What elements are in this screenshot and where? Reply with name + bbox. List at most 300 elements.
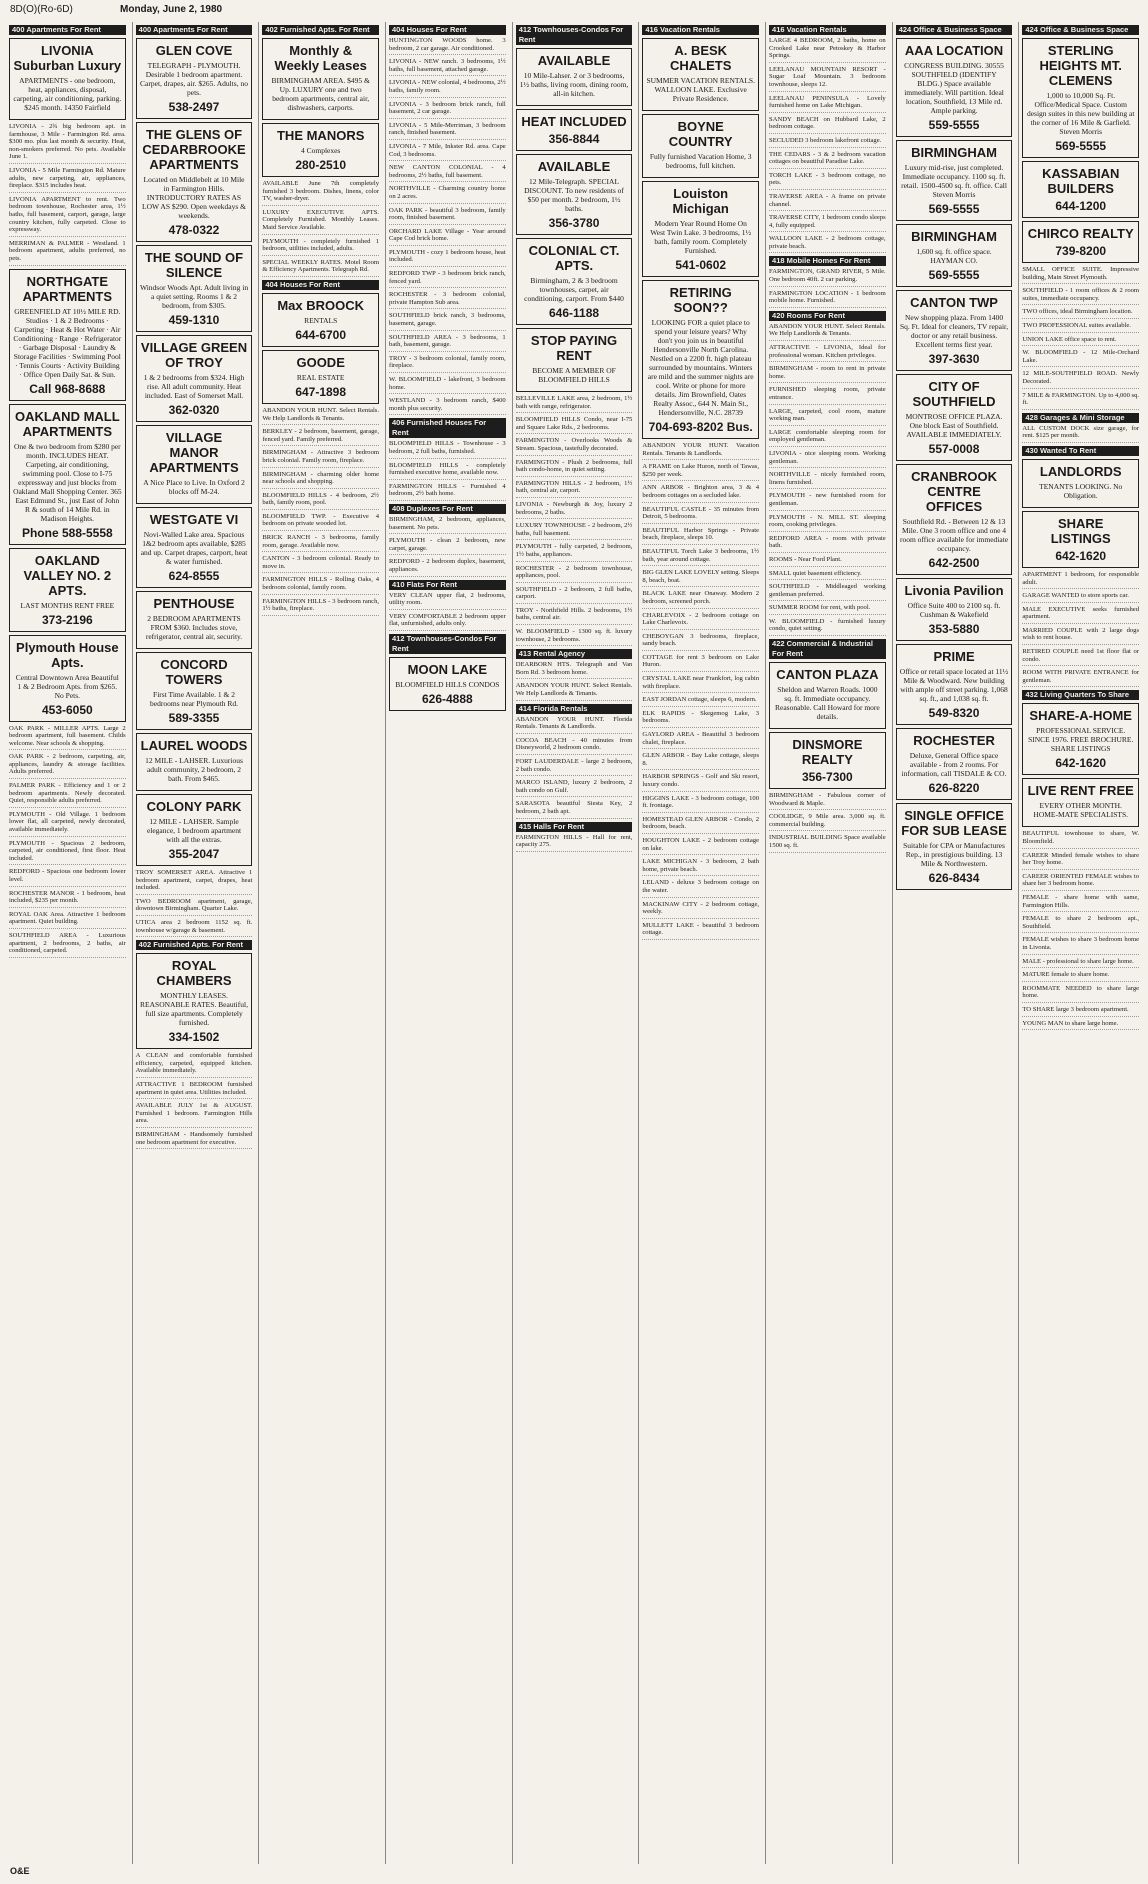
listing-text: ATTRACTIVE - LIVONIA, Ideal for professional woman. Kitchen privileges. (769, 344, 886, 362)
listing-text: LUXURY EXECUTIVE APTS. Completely Furnished. Monthly Leases. Maid Service Available. (262, 209, 379, 235)
listing-text: FURNISHED sleeping room, private entrance. (769, 386, 886, 404)
display-ad (642, 181, 759, 277)
listing-text: LIVONIA - 5 Mile Farmington Rd. Mature adults, new carpeting, air, appliances, fireplace. $315 includes heat. (9, 167, 126, 193)
ad-phone: 478-0322 (168, 223, 220, 237)
classified-column (258, 22, 382, 1864)
listing-text: TO SHARE large 3 bedroom apartment. (1022, 1006, 1139, 1017)
listing-text: PLYMOUTH - fully carpeted, 2 bedroom, 1½ baths, appliances. (516, 543, 633, 561)
display-ad (1022, 511, 1139, 568)
display-ad (896, 578, 1013, 641)
listing-text: ROOMS - Near Ford Plant. (769, 556, 886, 567)
section-heading: 424 Office & Business Space (896, 25, 1013, 35)
section-heading: 412 Townhouses-Condos For Rent (389, 634, 506, 654)
listing-text: FARMINGTON - Plush 2 bedrooms, full bath condo-home, in quiet setting. (516, 459, 633, 477)
listing-text: BEAUTIFUL Torch Lake 3 bedrooms, 1½ bath, year around cottage. (642, 548, 759, 566)
listing-text: ROCHESTER - 2 bedroom townhouse, appliances, pool. (516, 565, 633, 583)
ad-title: CRANBROOK CENTRE OFFICES (911, 469, 998, 514)
ad-title: LIVONIA Suburban Luxury (13, 43, 122, 73)
ad-body: 10 Mile-Lahser. 2 or 3 bedrooms, 1½ baths, living room, dining room, all-in kitchen. (519, 71, 629, 98)
ad-body: CONGRESS BUILDING. 30555 SOUTHFIELD (IDENTIFY BLDG.) Space available immediately. Will partition. Ideal location, Southfield, 13 Mile rd. Ample parking. (904, 61, 1004, 115)
display-ad (1022, 221, 1139, 263)
listing-text: BIRMINGHAM - Attractive 3 bedroom brick colonial. Family room, fireplace. (262, 449, 379, 467)
ad-title: COLONIAL CT. APTS. (528, 243, 620, 273)
listing-text: SPECIAL WEEKLY RATES. Motel Room & Efficiency Apartments. Telegraph Rd. (262, 259, 379, 277)
ad-phone: 557-0008 (928, 442, 980, 456)
listing-text: SOUTHFIELD - Middleaged working gentleman preferred. (769, 583, 886, 601)
ad-body: 12 MILE - LAHSER. Sample elegance, 1 bedroom apartment with all the extras. (146, 817, 242, 844)
listing-text: MARRIED COUPLE with 2 large dogs wish to rent house. (1022, 627, 1139, 645)
ad-body: Suitable for CPA or Manufactures Rep., in prestigious building. 13 Mile & Northwestern. (903, 841, 1005, 868)
display-ad (136, 122, 253, 242)
listing-text: ORCHARD LAKE Village - Year around Cape Cod brick home. (389, 228, 506, 246)
listing-text: SANDY BEACH on Hubbard Lake, 2 bedroom cottage. (769, 116, 886, 134)
listing-text: CHARLEVOIX - 2 bedroom cottage on Lake Charlevoix. (642, 612, 759, 630)
ad-phone: 334-1502 (168, 1030, 220, 1045)
listing-text: VERY CLEAN upper flat, 2 bedrooms, utility room. (389, 592, 506, 610)
listing-text: ABANDON YOUR HUNT. Florida Rentals. Tenants & Landlords. (516, 716, 633, 734)
listing-text: ROCHESTER MANOR - 1 bedroom, heat included, $235 per month. (9, 890, 126, 908)
listing-text: AVAILABLE JULY 1st & AUGUST. Furnished 1 bedroom. Farmington Hills area. (136, 1102, 253, 1128)
ad-phone: 353-5880 (928, 622, 980, 636)
listing-text: SECLUDED 3 bedroom lakefront cottage. (769, 137, 886, 148)
listing-text: LIVONIA - 5 Mile-Merriman, 3 bedroom ranch, finished basement. (389, 122, 506, 140)
page-header (0, 0, 1148, 22)
classified-column (132, 22, 256, 1864)
listing-text: TWO BEDROOM apartment, garage, downtown Birmingham. Quarter Lake. (136, 898, 253, 916)
display-ad (9, 38, 126, 120)
listing-text: 7 MILE & FARMINGTON. Up to 4,000 sq. ft. (1022, 392, 1139, 410)
classified-column (638, 22, 762, 1864)
listing-text: PALMER PARK - Efficiency and 1 or 2 bedroom apartments. Newly decorated. Quiet, responsible adults preferred. (9, 782, 126, 808)
ad-body: PROFESSIONAL SERVICE. SINCE 1976. FREE BROCHURE. SHARE LISTINGS (1028, 726, 1134, 754)
ad-phone: 642-1620 (1055, 756, 1107, 771)
ad-body: A Nice Place to Live. In Oxford 2 blocks off M-24. (143, 478, 245, 496)
listing-text: TRAVERSE CITY, 1 bedroom condo sleeps 4, fully equipped. (769, 214, 886, 232)
display-ad (262, 38, 379, 120)
ad-title: LAUREL WOODS (140, 738, 248, 753)
display-ad (896, 728, 1013, 800)
ad-title: SINGLE OFFICE FOR SUB LEASE (901, 808, 1007, 838)
listing-text: FEMALE - share home with same, Farmington Hills. (1022, 894, 1139, 912)
ad-title: PRIME (933, 649, 975, 664)
section-heading: 422 Commercial & Industrial For Rent (769, 639, 886, 659)
display-ad (262, 123, 379, 177)
ad-phone: 549-8320 (928, 706, 980, 720)
listing-text: BIRMINGHAM, 2 bedroom, appliances, basement. No pets. (389, 516, 506, 534)
ad-phone: 538-2497 (168, 100, 220, 114)
listing-text: LIVONIA - nice sleeping room. Working gentleman. (769, 450, 886, 468)
section-heading: 424 Office & Business Space (1022, 25, 1139, 35)
display-ad (262, 293, 379, 347)
ad-body: 1,600 sq. ft. office space. HAYMAN CO. (916, 247, 992, 265)
ad-title: BOYNE COUNTRY (668, 119, 733, 149)
listing-text: OAK PARK - MILLER APTS. Large 2 bedroom apartment, full basement. Childs welcome. Near schools & shopping. (9, 725, 126, 751)
ad-title: AVAILABLE (537, 159, 611, 174)
listing-text: LAKE MICHIGAN - 3 bedroom, 2 bath home, private beach. (642, 858, 759, 876)
ad-phone: 355-2047 (168, 847, 220, 861)
listing-text: FARMINGTON HILLS - 2 bedroom, 1½ bath, central air, carport. (516, 480, 633, 498)
ad-body: GREENFIELD AT 10½ MILE RD. Studios · 1 & 2 Bedrooms · Carpeting · Heat & Hot Water · Air Conditioning · Range · Refrigerator · Garbage Disposal · Laundry & Storage Facilities · Swimming Pool · Tennis Courts · Activity Building · Office Open Daily Sat. & Sun. (13, 306, 122, 379)
ad-title: CANTON TWP (910, 295, 998, 310)
display-ad (896, 38, 1013, 137)
listing-text: OAK PARK - beautiful 3 bedroom, family room, finished basement. (389, 207, 506, 225)
ad-title: GOODE (296, 354, 345, 370)
display-ad (516, 109, 633, 151)
ad-body: EVERY OTHER MONTH. HOME-MATE SPECIALISTS. (1033, 801, 1128, 820)
listing-text: TROY SOMERSET AREA. Attractive 1 bedroom apartment, carpet, drapes, heat included. (136, 869, 253, 895)
section-heading: 402 Furnished Apts. For Rent (262, 25, 379, 35)
listing-text: ABANDON YOUR HUNT. Vacation Rentals. Tenants & Landlords. (642, 442, 759, 460)
ad-body: Office Suite 400 to 2100 sq. ft. Cushman & Wakefield (907, 601, 1001, 619)
listing-text: LIVONIA - Newburgh & Joy, luxury 2 bedrooms, 2 baths. (516, 501, 633, 519)
ad-body: 1 & 2 bedrooms from $324. High rise. All adult community. Heat included. East of Somerset Mall. (143, 373, 245, 400)
ad-title: BIRMINGHAM (911, 229, 997, 244)
section-heading: 416 Vacation Rentals (769, 25, 886, 35)
classified-column (1018, 22, 1142, 1864)
ad-phone: 356-3780 (548, 216, 600, 230)
display-ad (136, 38, 253, 119)
display-ad (896, 290, 1013, 371)
ad-title: RETIRING SOON?? (669, 285, 732, 315)
listing-text: BLOOMFIELD HILLS - Townhouse - 3 bedroom, 2 full baths, furnished. (389, 440, 506, 458)
ad-title: VILLAGE GREEN OF TROY (140, 340, 248, 370)
ad-body: Luxury mid-rise, just completed. Immediate occupancy. 1100 sq. ft. retail. 1500-4500 sq. ft. office. Call Steven Morris (901, 163, 1007, 199)
listing-text: OAK PARK - 2 bedroom, carpeting, air, appliances, laundry & storage facilities. Adults preferred. (9, 753, 126, 779)
listing-text: MACKINAW CITY - 2 bedroom cottage, weekly. (642, 901, 759, 919)
ad-title: HEAT INCLUDED (521, 114, 627, 129)
display-ad (136, 507, 253, 588)
listing-text: SMALL OFFICE SUITE. Impressive building, Main Street Plymouth. (1022, 266, 1139, 284)
display-ad (9, 635, 126, 722)
listing-text: TRAVERSE AREA - A frame on private channel. (769, 193, 886, 211)
ad-title: CHIRCO REALTY (1027, 226, 1134, 241)
ad-title: CONCORD TOWERS (160, 657, 228, 687)
classified-column (892, 22, 1016, 1864)
display-ad (1022, 778, 1139, 827)
listing-text: GLEN ARBOR - Bay Lake cottage, sleeps 8. (642, 752, 759, 770)
ad-body: LAST MONTHS RENT FREE (20, 600, 115, 610)
ad-body: 12 Mile-Telegraph. SPECIAL DISCOUNT. To new residents of $50 per month. 2 bedroom, 1½ baths. (524, 177, 624, 213)
listing-text: HARBOR SPRINGS - Golf and Ski resort, luxury condo. (642, 773, 759, 791)
ad-body: 4 Complexes (300, 146, 341, 155)
ad-title: SHARE-A-HOME (1029, 708, 1132, 724)
ad-title: LANDLORDS (1039, 463, 1122, 479)
ad-title: ROCHESTER (913, 733, 995, 748)
ad-phone: 704-693-8202 Bus. (648, 420, 753, 434)
display-ad (516, 328, 633, 392)
ad-phone: 626-4888 (421, 691, 473, 706)
ad-body: BLOOMFIELD HILLS CONDOS (395, 679, 500, 689)
listing-text: SOUTHFIELD - 2 bedroom, 2 full baths, carport. (516, 586, 633, 604)
listing-text: FARMINGTON HILLS - 3 bedroom ranch, 1½ baths, fireplace. (262, 598, 379, 616)
ad-title: PENTHOUSE (153, 596, 235, 611)
listing-text: SMALL quiet basement efficiency. (769, 570, 886, 581)
listing-text: CAREER ORIENTED FEMALE wishes to share her 3 bedroom home. (1022, 873, 1139, 891)
section-heading: 404 Houses For Rent (262, 280, 379, 290)
ad-title: Louiston Michigan (672, 186, 729, 216)
listing-text: LIVONIA - 7 Mile, Inkster Rd. area. Cape Cod, 3 bedrooms. (389, 143, 506, 161)
listing-text: NORTHVILLE - Charming country home on 2 acres. (389, 185, 506, 203)
listing-text: CANTON - 3 bedroom colonial. Ready to move in. (262, 555, 379, 573)
listing-text: W. BLOOMFIELD - furnished luxury condo, quiet setting. (769, 618, 886, 636)
listing-text: A CLEAN and comfortable furnished efficiency, carpeted, equipped kitchen. Available immediately. (136, 1052, 253, 1078)
display-ad (389, 657, 506, 711)
listing-text: SOUTHFIELD brick ranch, 3 bedrooms, basement, garage. (389, 312, 506, 330)
ad-title: KASSABIAN BUILDERS (1042, 166, 1120, 196)
listing-text: ATTRACTIVE 1 BEDROOM furnished apartment in quiet area. Utilities included. (136, 1081, 253, 1099)
ad-body: First Time Available. 1 & 2 bedrooms near Plymouth Rd. (150, 690, 238, 708)
listing-text: TWO PROFESSIONAL suites available. (1022, 322, 1139, 333)
listing-text: HIGGINS LAKE - 3 bedroom cottage, 100 ft. frontage. (642, 795, 759, 813)
display-ad (516, 238, 633, 325)
ad-body: TENANTS LOOKING. No Obligation. (1039, 481, 1123, 500)
listing-text: FARMINGTON LOCATION - 1 bedroom mobile home. Furnished. (769, 290, 886, 308)
ad-title: CANTON PLAZA (776, 667, 879, 683)
listing-text: LEELANAU MOUNTAIN RESORT - Sugar Loaf Mountain. 3 bedroom townhouse, sleeps 12. (769, 66, 886, 92)
listing-text: BLOOMFIELD HILLS Condo, near I-75 and Square Lake Rds., 2 bedrooms. (516, 416, 633, 434)
display-ad (642, 280, 759, 439)
page-folio: 8D(O)(Ro-6D) (10, 4, 73, 15)
ad-body: New shopping plaza. From 1400 Sq. Ft. Ideal for cleaners, TV repair, doctor or any retail business. Excellent terms first year. (899, 313, 1009, 349)
page-footer: O&E (10, 1866, 30, 1876)
ad-title: Max BROOCK (277, 297, 365, 313)
listing-text: YOUNG MAN to share large home. (1022, 1020, 1139, 1031)
section-heading: 416 Vacation Rentals (642, 25, 759, 35)
classified-column (512, 22, 636, 1864)
listing-text: HOMESTEAD GLEN ARBOR - Condo, 2 bedroom, beach. (642, 816, 759, 834)
listing-text: SARASOTA beautiful Siesta Key, 2 bedroom, 2 bath apt. (516, 800, 633, 818)
ad-title: ROYAL CHAMBERS (156, 958, 232, 989)
ad-phone: 569-5555 (928, 202, 980, 216)
section-heading: 414 Florida Rentals (516, 704, 633, 714)
section-heading: 402 Furnished Apts. For Rent (136, 940, 253, 950)
ad-title: AVAILABLE (537, 53, 611, 68)
display-ad (136, 652, 253, 730)
display-ad (1022, 459, 1139, 508)
listing-text: COTTAGE for rent 3 bedroom on Lake Huron. (642, 654, 759, 672)
listing-text: ANN ARBOR - Brighton area, 3 & 4 bedroom cottages on a secluded lake. (642, 484, 759, 502)
ad-body: Sheldon and Warren Roads. 1000 sq. ft. Immediate occupancy. Reasonable. Call Howard for more details. (774, 685, 880, 722)
listing-text: PLYMOUTH - completely furnished 1 bedroom, utilities included, adults. (262, 238, 379, 256)
listing-text: 12 MILE-SOUTHFIELD ROAD. Newly Decorated. (1022, 370, 1139, 388)
ad-body: 12 MILE - LAHSER. Luxurious adult community, 2 bedroom, 2 bath. From $465. (145, 756, 243, 783)
display-ad (896, 464, 1013, 575)
ad-phone: 541-0602 (675, 258, 727, 272)
listing-text: CRYSTAL LAKE near Frankfort, log cabin with fireplace. (642, 675, 759, 693)
listing-text: FEMALE to share 2 bedroom apt., Southfield. (1022, 915, 1139, 933)
ad-body: 1,000 to 10,000 Sq. Ft. Office/Medical Space. Custom design suites in this new building at the corner of 16 Mile & Garfield. Steven Morris (1026, 91, 1135, 136)
display-ad (896, 644, 1013, 725)
ad-title: BIRMINGHAM (911, 145, 997, 160)
ad-title: A. BESK CHALETS (670, 43, 732, 73)
ad-phone: 559-5555 (928, 118, 980, 132)
ad-title: GLEN COVE (155, 43, 233, 58)
listing-text: UTICA area 2 bedroom 1152 sq. ft. townhouse w/garage & basement. (136, 919, 253, 937)
listing-text: BRICK RANCH - 3 bedrooms, family room, garage. Available now. (262, 534, 379, 552)
listing-text: BIRMINGHAM - room to rent in private home. (769, 365, 886, 383)
display-ad (642, 114, 759, 178)
ad-title: COLONY PARK (146, 799, 242, 814)
listing-text: BEAUTIFUL townhouse to share, W. Bloomfield. (1022, 830, 1139, 848)
ad-title: OAKLAND VALLEY NO. 2 APTS. (23, 552, 112, 598)
listing-text: CAREER Minded female wishes to share her Troy home. (1022, 852, 1139, 870)
listing-text: REDFORD TWP - 3 bedroom brick ranch, fenced yard. (389, 270, 506, 288)
ad-title: STOP PAYING RENT (530, 333, 618, 363)
listing-text: INDUSTRIAL BUILDING Space available 1500 sq. ft. (769, 834, 886, 852)
section-heading: 420 Rooms For Rent (769, 311, 886, 321)
listing-text: FEMALE wishes to share 3 bedroom home in Livonia. (1022, 936, 1139, 954)
listing-text: LARGE 4 BEDROOM, 2 baths, home on Crooked Lake near Petoskey & Harbor Springs. (769, 37, 886, 63)
ad-phone: 642-1620 (1055, 548, 1107, 563)
ad-body: MONTHLY LEASES. REASONABLE RATES. Beautiful, full size apartments. Completely furnished. (140, 991, 248, 1028)
listing-text: TWO offices, ideal Birmingham location. (1022, 308, 1139, 319)
section-heading: 404 Houses For Rent (389, 25, 506, 35)
ad-title: SHARE LISTINGS (1050, 515, 1111, 546)
listing-text: SUMMER ROOM for rent, with pool. (769, 604, 886, 615)
listing-text: PLYMOUTH - N. MILL ST. sleeping room, cooking privileges. (769, 514, 886, 532)
ad-phone: 280-2510 (295, 158, 347, 172)
listing-text: HOUGHTON LAKE - 2 bedroom cottage on lake. (642, 837, 759, 855)
display-ad (1022, 703, 1139, 775)
listing-text: SOUTHFIELD AREA - 3 bedrooms, 1 bath, basement, garage. (389, 334, 506, 352)
listing-text: CHEBOYGAN 3 bedrooms, fireplace, sandy beach. (642, 633, 759, 651)
section-heading: 413 Rental Agency (516, 649, 633, 659)
listing-text: W. BLOOMFIELD - 12 Mile-Orchard Lake. (1022, 349, 1139, 367)
display-ad (136, 733, 253, 791)
listing-text: FARMINGTON - Overlooks Woods & Stream. Spacious, tastefully decorated. (516, 437, 633, 455)
ad-body: Deluxe, General Office space available - from 2 rooms. For information, call TISDALE & CO. (901, 751, 1007, 778)
listing-text: PLYMOUTH - cozy 1 bedroom house, heat included. (389, 249, 506, 267)
section-heading: 410 Flats For Rent (389, 580, 506, 590)
listing-text: LELAND - deluxe 3 bedroom cottage on the water. (642, 879, 759, 897)
ad-body: Southfield Rd. - Between 12 & 13 Mile. One 3 room office and one 4 room office available for immediate occupancy. (899, 517, 1009, 553)
listing-text: FARMINGTON HILLS - Furnished 4 bedroom, 2½ bath home. (389, 483, 506, 501)
ad-title: LIVE RENT FREE (1027, 783, 1134, 799)
section-heading: 428 Garages & Mini Storage (1022, 413, 1139, 423)
listing-text: FARMINGTON HILLS - Hall for rent, capacity 275. (516, 834, 633, 852)
ad-phone: 642-2500 (928, 556, 980, 570)
page-date: Monday, June 2, 1980 (120, 4, 223, 15)
listing-text: ROOM WITH PRIVATE ENTRANCE for gentleman. (1022, 669, 1139, 687)
ad-title: OAKLAND MALL APARTMENTS (14, 408, 120, 439)
ad-body: Windsor Woods Apt. Adult living in a quiet setting. Rooms 1 & 2 bedroom, from $305. (139, 283, 249, 310)
ad-title: AAA LOCATION (904, 43, 1004, 58)
listing-text: WESTLAND - 3 bedroom ranch, $400 month plus security. (389, 397, 506, 415)
listing-text: MARCO ISLAND, luxury 2 bedroom, 2 bath condo on Gulf. (516, 779, 633, 797)
listing-text: LUXURY TOWNHOUSE - 2 bedroom, 2½ baths, full basement. (516, 522, 633, 540)
listing-text: TROY - Northfield Hills. 2 bedrooms, 1½ baths, central air. (516, 607, 633, 625)
ad-body: TELEGRAPH - PLYMOUTH. Desirable 1 bedroom apartment. Carpet, drapes, air. $265. Adults, no pets. (140, 61, 248, 97)
listing-text: COOLIDGE, 9 Mile area. 3,000 sq. ft. commercial building. (769, 813, 886, 831)
display-ad (136, 953, 253, 1049)
ad-phone: 624-8555 (168, 569, 220, 583)
ad-phone: 646-1188 (548, 306, 600, 320)
ad-body: APARTMENTS - one bedroom, heat, appliances, disposal, carpeting, air conditioning, parking. $245 month. 14350 Fairfield (13, 76, 122, 112)
listing-text: W. BLOOMFIELD - lakefront, 3 bedroom home. (389, 376, 506, 394)
ad-phone: 626-8220 (928, 781, 980, 795)
listing-text: FARMINGTON, GRAND RIVER, 5 Mile. One bedroom 40ft. 2 car parking. (769, 268, 886, 286)
ad-body: LOOKING FOR a quiet place to spend your leisure years? Why don't you join us in beautiful Hendersonville North Carolina. Nestled on a 2200 ft. high plateau surrounded by mountains. Winters are mild and the summer nights are cool. Write or phone for more details. Jim Brownfield, Oates Realty Assoc., 644 N. Main St., Hendersonville, N.C. 28739 (647, 318, 754, 417)
listing-text: BELLEVILLE LAKE area, 2 bedroom, 1½ bath with range, refrigerator. (516, 395, 633, 413)
ad-phone: 569-5555 (1055, 139, 1107, 153)
listing-text: BIRMINGHAM - Handsomely furnished one bedroom apartment for executive. (136, 1131, 253, 1149)
listing-text: MALE - professional to share large home. (1022, 958, 1139, 969)
ad-phone: 453-6050 (41, 702, 93, 717)
ad-body: 2 BEDROOM APARTMENTS FROM $360. Includes stove, refrigerator, central air, security. (145, 614, 243, 641)
ad-phone: 373-2196 (41, 612, 93, 627)
display-ad (769, 732, 886, 789)
listing-text: ALL CUSTOM DOCK size garage, for rent. $125 per month. (1022, 425, 1139, 443)
ad-title: Monthly & Weekly Leases (274, 43, 367, 73)
display-ad (896, 140, 1013, 221)
ad-title: MOON LAKE (407, 661, 488, 677)
ad-body: SUMMER VACATION RENTALS. WALLOON LAKE. Exclusive Private Residence. (646, 76, 755, 103)
ad-body: Novi-Walled Lake area. Spacious 1&2 bedroom apts available, $285 and up. Carpet drapes, carport, heat & water furnished. (140, 530, 248, 566)
ad-body: Central Downtown Area Beautiful 1 & 2 Bedroom Apts. from $265. No Pets. (15, 672, 119, 700)
listing-text: PLYMOUTH - clean 2 bedroom, new carpet, garage. (389, 537, 506, 555)
listing-text: APARTMENT 1 bedroom, for responsible adult. (1022, 571, 1139, 589)
listing-text: BEAUTIFUL Harbor Springs - Private beach, fireplace, sleeps 10. (642, 527, 759, 545)
display-ad (136, 245, 253, 332)
section-heading: 408 Duplexes For Rent (389, 504, 506, 514)
section-heading: 430 Wanted To Rent (1022, 446, 1139, 456)
ad-phone: 362-0320 (168, 403, 220, 417)
display-ad (896, 803, 1013, 890)
display-ad (516, 154, 633, 235)
ad-phone: 739-8200 (1055, 244, 1107, 258)
listing-text: LIVONIA - NEW colonial, 4 bedrooms, 2½ baths, family room. (389, 79, 506, 97)
ad-title: STERLING HEIGHTS MT. CLEMENS (1039, 43, 1122, 88)
listing-text: AVAILABLE June 7th completely furnished 3 bedroom. Dishes, linens, color TV, washer-dryer. (262, 180, 379, 206)
ad-body: MONTROSE OFFICE PLAZA. One block East of Southfield. AVAILABLE IMMEDIATELY. (905, 412, 1003, 439)
ad-body: Located on Middlebelt at 10 Mile in Farmington Hills. INTRODUCTORY RATES AS LOW AS $290. Open weekdays & weekends. (142, 175, 247, 220)
listing-text: VERY COMFORTABLE 2 bedroom upper flat, unfurnished, adults only. (389, 613, 506, 631)
listing-text: LIVONIA - 2¾ big bedroom apt. in farmhouse, 3 Mile - Farmington Rd. area. $300 mo. plus last month & security. Heat, non-smokers preferred. No pets. Available June 1. (9, 123, 126, 164)
listing-text: COCOA BEACH - 40 minutes from Disneyworld, 2 bedroom condo. (516, 737, 633, 755)
ad-title: Livonia Pavilion (904, 583, 1004, 598)
listing-text: A FRAME on Lake Huron, north of Tawas, $250 per week. (642, 463, 759, 481)
listing-text: ELK RAPIDS - Skegemog Lake, 3 bedrooms. (642, 710, 759, 728)
listing-text: GAYLORD AREA - Beautiful 3 bedroom chalet, fireplace. (642, 731, 759, 749)
classified-column (385, 22, 509, 1864)
ad-title: Plymouth House Apts. (16, 639, 119, 670)
ad-body: BIRMINGHAM AREA. $495 & Up. LUXURY one and two bedroom apartments, central air, dishwashers, carports. (271, 76, 370, 112)
display-ad (136, 425, 253, 504)
display-ad (9, 404, 126, 545)
display-ad (1022, 161, 1139, 218)
display-ad (642, 38, 759, 111)
listing-text: BLACK LAKE near Onaway. Modern 2 bedroom, screened porch. (642, 590, 759, 608)
ad-phone: 569-5555 (928, 268, 980, 282)
listing-text: PLYMOUTH - new furnished room for gentleman. (769, 492, 886, 510)
ad-phone: 459-1310 (168, 313, 220, 327)
listing-text: ABANDON YOUR HUNT. Select Rentals. We Help Landlords & Tenants. (769, 323, 886, 341)
listing-text: MERRIMAN & PALMER - Westland. 1 bedroom apartment, adults preferred, no pets. (9, 240, 126, 266)
section-heading: 400 Apartments For Rent (136, 25, 253, 35)
ad-title: THE GLENS OF CEDARBROOKE APARTMENTS (142, 127, 246, 172)
section-heading: 406 Furnished Houses For Rent (389, 418, 506, 438)
listing-text: GARAGE WANTED to store sports car. (1022, 592, 1139, 603)
listing-text: BIRMINGHAM - charming older home near schools and shopping. (262, 471, 379, 489)
listing-text: MALE EXECUTIVE seeks furnished apartment. (1022, 606, 1139, 624)
ad-body: Modern Year Round Home On West Twin Lake. 3 bedrooms, 1½ bath, family room. Completely Furnished. (650, 219, 752, 255)
listing-text: LIVONIA - NEW ranch. 3 bedrooms, 1½ baths, full basement, attached garage. (389, 58, 506, 76)
listing-text: REDFORD - 2 bedroom duplex, basement, appliances. (389, 558, 506, 576)
display-ad (9, 269, 126, 401)
listing-text: FARMINGTON HILLS - Rolling Oaks, 4 bedroom colonial, family room. (262, 576, 379, 594)
listing-text: REDFORD - Spacious one bedroom lower level. (9, 868, 126, 886)
listing-text: SOUTHFIELD AREA - Luxurious apartment, 2 bedrooms, 2 baths, air conditioned, carpeted. (9, 932, 126, 958)
